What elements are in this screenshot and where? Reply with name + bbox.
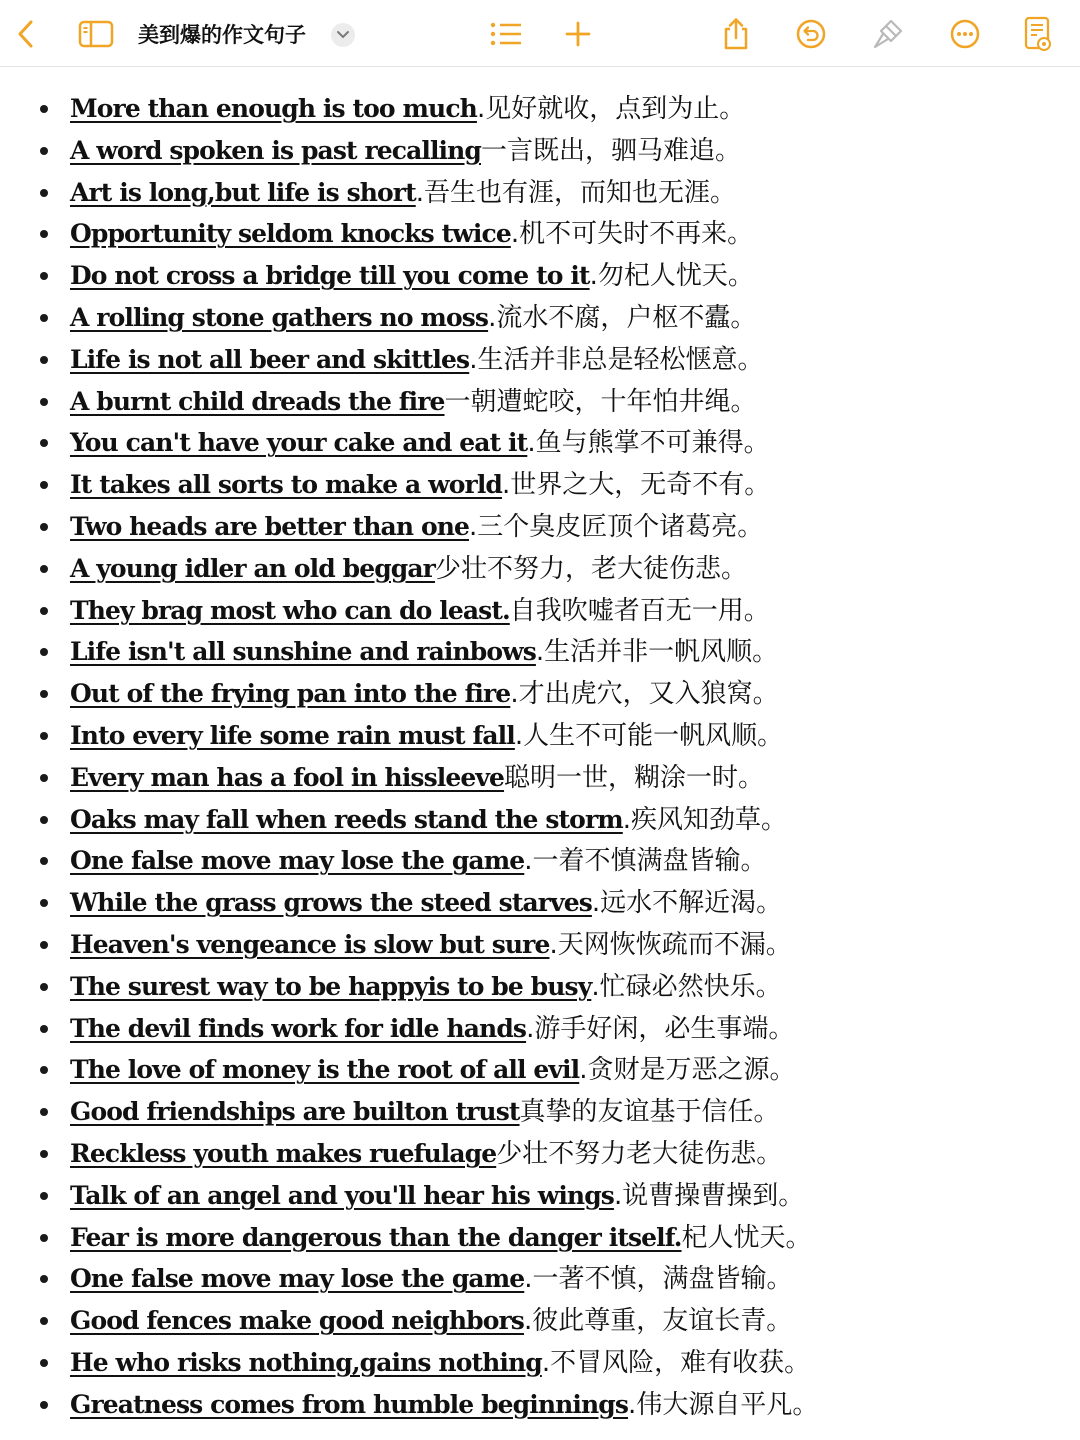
bullet-point — [40, 272, 48, 280]
english-proverb: Art is long,but life is short — [70, 177, 416, 207]
chinese-translation: 少壮不努力，老大徒伤悲。 — [434, 553, 747, 584]
sentence-text — [70, 966, 782, 1011]
list-item[interactable] — [0, 422, 1080, 464]
sentence-text — [70, 1342, 810, 1387]
english-proverb: It takes all sorts to make a world — [70, 470, 502, 500]
separator: . — [527, 428, 536, 459]
separator: . — [589, 261, 598, 292]
bullet-point — [40, 732, 48, 740]
list-item[interactable] — [0, 1300, 1080, 1342]
sentence-text — [70, 1008, 794, 1053]
list-item[interactable] — [0, 88, 1080, 130]
chinese-translation: 聪明一世，糊涂一时。 — [504, 762, 765, 793]
bullet-point — [40, 1275, 48, 1283]
english-proverb: Do not cross a bridge till you come to it — [70, 261, 590, 291]
separator: . — [526, 1013, 535, 1044]
bullet-point — [40, 648, 48, 656]
sentence-text — [70, 590, 770, 635]
sentence-text — [70, 1217, 812, 1262]
list-item[interactable] — [0, 882, 1080, 924]
sentence-text — [70, 172, 736, 217]
english-proverb: More than enough is too much — [70, 94, 477, 123]
sentence-text — [70, 255, 754, 300]
english-proverb: Life isn't all sunshine and rainbows — [70, 637, 536, 667]
sentence-text — [70, 88, 745, 133]
list-item[interactable] — [0, 1258, 1080, 1300]
plus-icon[interactable] — [560, 12, 596, 56]
list-item[interactable] — [0, 840, 1080, 882]
list-item[interactable] — [0, 130, 1080, 172]
list-item[interactable] — [0, 255, 1080, 297]
english-proverb: While the grass grows the steed starves — [70, 888, 592, 918]
chinese-translation: 见好就收，点到为止。 — [485, 94, 746, 124]
separator: . — [541, 1347, 551, 1378]
chinese-translation: 远水不解近渴。 — [600, 888, 783, 919]
list-item[interactable] — [0, 1049, 1080, 1091]
bullet-point — [40, 983, 48, 991]
markup-brush-icon[interactable] — [868, 12, 908, 56]
english-proverb: Into every life some rain must fall — [70, 720, 515, 750]
list-item[interactable] — [0, 673, 1080, 715]
sentence-text — [70, 840, 767, 885]
chinese-translation: 生活并非总是轻松惬意。 — [477, 344, 764, 375]
separator: . — [613, 1180, 623, 1211]
bullet-point — [40, 899, 48, 907]
list-item[interactable] — [0, 1384, 1080, 1426]
sentence-text — [70, 422, 770, 467]
english-proverb: You can't have your cake and eat it — [70, 428, 528, 458]
document-body[interactable] — [0, 88, 1080, 1426]
sentence-text — [70, 339, 764, 384]
bullet-point — [40, 1025, 48, 1033]
list-item[interactable] — [0, 1008, 1080, 1050]
english-proverb: A word spoken is past recalling — [70, 135, 482, 165]
bullet-point — [40, 1192, 48, 1200]
english-proverb: Opportunity seldom knocks twice — [70, 219, 511, 249]
bullet-point — [40, 523, 48, 531]
bullet-point — [40, 607, 48, 615]
document-title[interactable]: 美到爆的作文句子 — [138, 23, 306, 47]
bullet-point — [40, 481, 48, 489]
sentence-text — [70, 799, 787, 844]
list-item[interactable] — [0, 339, 1080, 381]
sentence-text — [70, 1384, 818, 1429]
list-item[interactable] — [0, 1175, 1080, 1217]
chevron-down-icon[interactable] — [331, 23, 355, 47]
english-proverb: Greatness comes from humble beginnings — [70, 1389, 629, 1419]
bullet-point — [40, 1359, 48, 1367]
toolbar — [0, 0, 1080, 67]
bullet-point — [40, 1317, 48, 1325]
chinese-translation: 说曹操曹操到。 — [622, 1180, 805, 1211]
english-proverb: A burnt child dreads the fire — [70, 386, 445, 416]
chinese-translation: 游手好闲，必生事端。 — [534, 1013, 795, 1044]
bullet-point — [40, 565, 48, 573]
chinese-translation: 疾风知劲草。 — [631, 804, 788, 835]
list-item[interactable] — [0, 590, 1080, 632]
chinese-translation: 鱼与熊掌不可兼得。 — [535, 428, 770, 459]
chinese-translation: 彼此尊重，友谊长青。 — [532, 1306, 793, 1337]
share-icon[interactable] — [718, 12, 754, 56]
chinese-translation: 真挚的友谊基于信任。 — [519, 1097, 780, 1128]
chinese-translation: 吾生也有涯，而知也无涯。 — [423, 177, 736, 208]
english-proverb: One false move may lose the game — [70, 846, 525, 876]
list-item[interactable] — [0, 464, 1080, 506]
separator: . — [628, 1389, 637, 1420]
chinese-translation: 贪财是万恶之源。 — [587, 1055, 796, 1086]
bullet-point — [40, 1066, 48, 1074]
english-proverb: Talk of an angel and you'll hear his wings — [70, 1180, 614, 1210]
separator: . — [476, 94, 486, 124]
english-proverb: The devil finds work for idle hands — [70, 1013, 527, 1043]
list-item[interactable] — [0, 213, 1080, 255]
list-item[interactable] — [0, 548, 1080, 590]
english-proverb: One false move may lose the game — [70, 1264, 525, 1294]
list-item[interactable] — [0, 1091, 1080, 1133]
sentence-text — [70, 882, 782, 927]
list-item[interactable] — [0, 172, 1080, 214]
english-proverb: Good fences make good neighbors — [70, 1306, 524, 1336]
sentence-text — [70, 673, 779, 718]
list-item[interactable] — [0, 1133, 1080, 1175]
chinese-translation: 少壮不努力老大徒伤悲。 — [496, 1138, 783, 1169]
sentence-text — [70, 130, 741, 175]
list-item[interactable] — [0, 757, 1080, 799]
sentence-text — [70, 1300, 792, 1345]
sentence-text — [70, 1258, 793, 1303]
separator: . — [415, 177, 424, 208]
separator: . — [591, 888, 601, 919]
bullet-point — [40, 1150, 48, 1158]
document-view-icon[interactable] — [1020, 12, 1056, 56]
list-item[interactable] — [0, 381, 1080, 423]
separator: . — [510, 679, 519, 710]
english-proverb: Two heads are better than one — [70, 511, 469, 541]
chinese-translation: 忙碌必然快乐。 — [599, 971, 782, 1002]
sentence-text — [70, 1091, 780, 1136]
chinese-translation: 才出虎穴，又入狼窝。 — [518, 679, 779, 710]
list-item[interactable] — [0, 631, 1080, 673]
chinese-translation: 一著不慎，满盘皆输。 — [532, 1264, 793, 1295]
bullet-point — [40, 1401, 48, 1409]
english-proverb: Life is not all beer and skittles — [70, 344, 470, 374]
list-item[interactable] — [0, 297, 1080, 339]
chinese-translation: 自我吹嘘者百无一用。 — [509, 595, 770, 626]
undo-icon[interactable] — [792, 12, 830, 56]
bullet-point — [40, 230, 48, 238]
sentence-text — [70, 213, 753, 258]
sentence-text — [70, 924, 792, 969]
english-proverb: Oaks may fall when reeds stand the storm — [70, 804, 623, 834]
chinese-translation: 天网恢恢疏而不漏。 — [557, 929, 792, 960]
bullet-point — [40, 690, 48, 698]
bullet-point — [40, 1108, 48, 1116]
english-proverb: Fear is more dangerous than the danger itself. — [70, 1222, 682, 1252]
chinese-translation: 一朝遭蛇咬，十年怕井绳。 — [444, 386, 757, 417]
english-proverb: They brag most who can do least. — [70, 595, 510, 625]
separator: . — [514, 720, 524, 751]
back-chevron-icon[interactable] — [10, 12, 42, 56]
sentence-text — [70, 631, 778, 676]
sentence-text — [70, 715, 783, 760]
more-ellipsis-icon[interactable] — [946, 12, 984, 56]
sentence-text — [70, 1049, 796, 1094]
separator: . — [523, 1306, 533, 1337]
bullet-point — [40, 816, 48, 824]
bullet-point — [40, 941, 48, 949]
separator: . — [502, 470, 511, 501]
sentence-text — [70, 506, 763, 551]
sentence-text — [70, 464, 770, 509]
sentence-text — [70, 297, 756, 342]
chinese-translation: 流水不腐，户枢不蠹。 — [496, 302, 757, 333]
bullet-point — [40, 189, 48, 197]
separator: . — [524, 846, 533, 877]
chinese-translation: 不冒风险，难有收获。 — [550, 1347, 811, 1378]
separator: . — [535, 637, 545, 668]
english-proverb: A rolling stone gathers no moss — [70, 302, 489, 332]
separator: . — [579, 1055, 588, 1086]
chinese-translation: 机不可失时不再来。 — [519, 219, 754, 250]
list-item[interactable] — [0, 799, 1080, 841]
separator: . — [510, 219, 520, 250]
separator: . — [591, 971, 600, 1002]
chinese-translation: 世界之大，无奇不有。 — [510, 470, 771, 501]
chinese-translation: 伟大源自平凡。 — [636, 1389, 819, 1420]
list-icon[interactable] — [486, 12, 526, 56]
separator: . — [488, 302, 497, 333]
separator: . — [524, 1264, 533, 1295]
separator: . — [622, 804, 632, 835]
bullet-point — [40, 774, 48, 782]
list-item[interactable] — [0, 966, 1080, 1008]
bullet-point — [40, 1234, 48, 1242]
chinese-translation: 杞人忧天。 — [681, 1222, 812, 1253]
sentence-text — [70, 1133, 782, 1178]
chinese-translation: 一着不慎满盘皆输。 — [532, 846, 767, 877]
english-proverb: Out of the frying pan into the fire — [70, 679, 511, 709]
bullet-point — [40, 147, 48, 155]
english-proverb: The love of money is the root of all evil — [70, 1055, 580, 1085]
bullet-point — [40, 857, 48, 865]
list-item[interactable] — [0, 506, 1080, 548]
sentence-text — [70, 1175, 804, 1220]
bullet-point — [40, 105, 48, 113]
english-proverb: Heaven's vengeance is slow but sure — [70, 929, 550, 959]
english-proverb: Reckless youth makes ruefulage — [70, 1138, 497, 1168]
separator: . — [549, 929, 558, 960]
english-proverb: He who risks nothing,gains nothing — [70, 1347, 542, 1377]
english-proverb: A young idler an old beggar — [70, 553, 435, 583]
chinese-translation: 一言既出，驷马难追。 — [481, 135, 742, 166]
bullet-point — [40, 398, 48, 406]
list-item[interactable] — [0, 924, 1080, 966]
bullet-point — [40, 356, 48, 364]
chinese-translation: 生活并非一帆风顺。 — [544, 637, 779, 668]
english-proverb: The surest way to be happyis to be busy — [70, 971, 592, 1001]
english-proverb: Every man has a fool in hissleeve — [70, 762, 505, 792]
list-item[interactable] — [0, 1342, 1080, 1384]
sentence-text — [70, 757, 764, 802]
list-item[interactable] — [0, 1217, 1080, 1259]
separator: . — [469, 511, 478, 542]
english-proverb: Good friendships are builton trust — [70, 1097, 520, 1127]
sentence-text — [70, 381, 757, 426]
sidebar-icon[interactable] — [76, 12, 116, 56]
bullet-point — [40, 314, 48, 322]
list-item[interactable] — [0, 715, 1080, 757]
chinese-translation: 三个臭皮匠顶个诸葛亮。 — [477, 511, 764, 542]
chinese-translation: 勿杞人忧天。 — [597, 261, 754, 292]
separator: . — [469, 344, 478, 375]
chinese-translation: 人生不可能一帆风顺。 — [523, 720, 784, 751]
bullet-point — [40, 439, 48, 447]
sentence-text — [70, 548, 747, 593]
